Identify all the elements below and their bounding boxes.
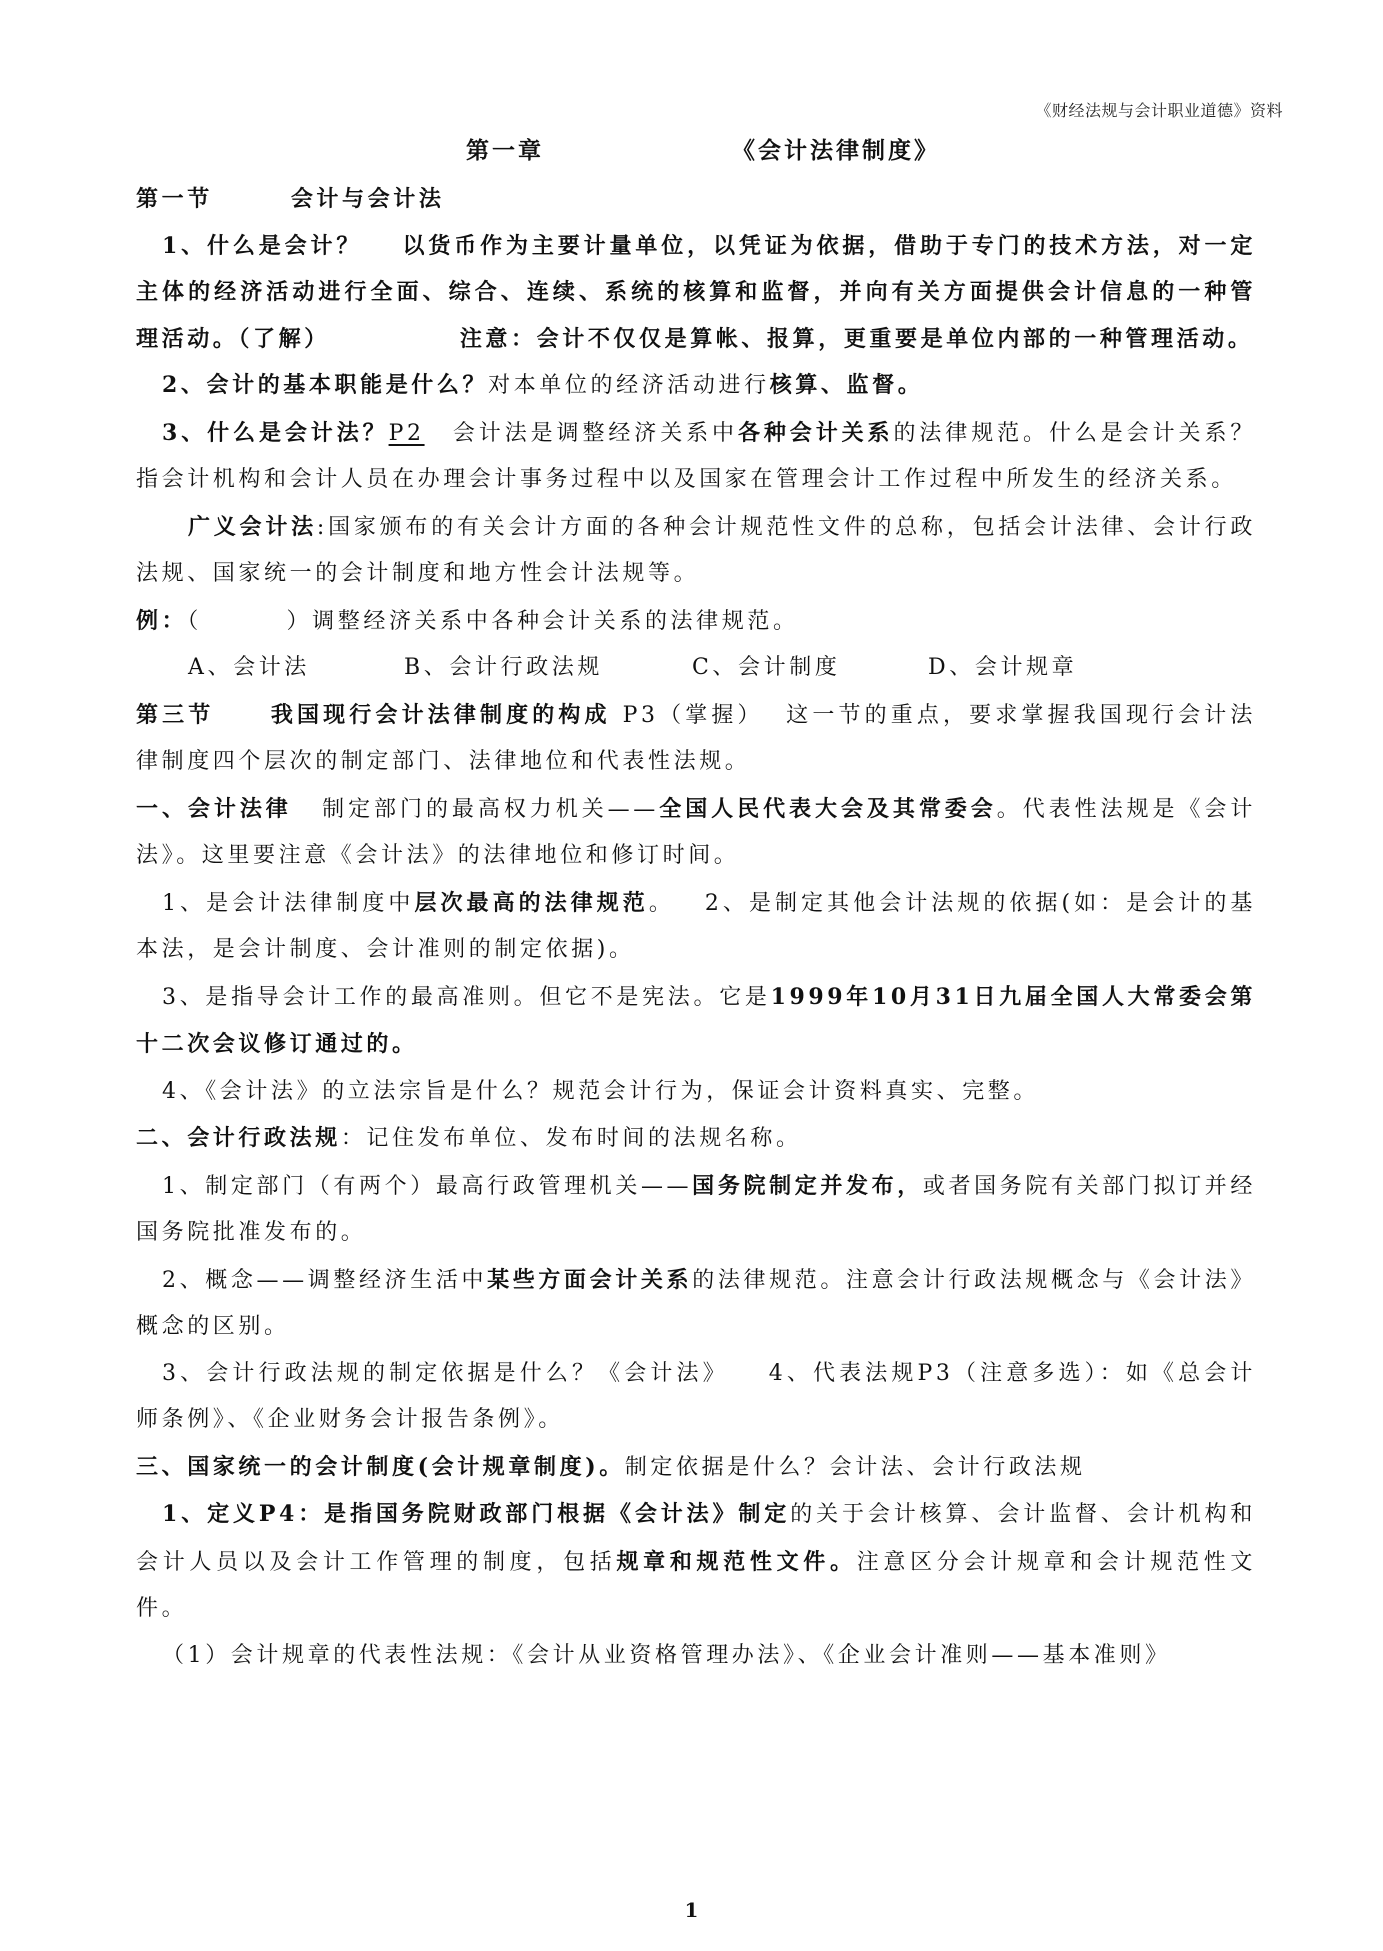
admin-point-1-rest: 或者国务院有关部门拟订并经国务院批准发布的。: [136, 1173, 1256, 1245]
broad-law-definition: :国家颁布的有关会计方面的各种会计规范性文件的总称，包括会计法律、会计行政法规、国家统一的会计制度和地方性会计法规等。: [136, 514, 1256, 586]
paragraph-law-point-3: [136, 974, 1256, 1069]
header-note: 《财经法规与会计职业道德》资料: [1035, 101, 1283, 120]
q2-answer: 对本单位的经济活动进行: [488, 373, 770, 398]
admin-point-2: 2、概念——调整经济生活中: [162, 1267, 488, 1293]
system-point-1-bold-2: 规章和规范性文件。: [616, 1548, 857, 1575]
example-question: （ ）调整经济关系中各种会计关系的法律规范。: [187, 608, 799, 634]
section-heading-1: [136, 176, 1256, 223]
q3-question: 3、什么是会计法？: [162, 419, 389, 446]
paragraph-admin-regulations: [136, 1115, 1256, 1163]
paragraph-q2: [136, 362, 1256, 410]
paragraph-accounting-law: [136, 786, 1256, 880]
example-options: [136, 645, 1256, 692]
option-b: B、会计行政法规: [404, 655, 603, 680]
admin-point-3: 3、会计行政法规的制定依据是什么？《会计法》: [162, 1360, 729, 1386]
document-body: [136, 176, 1256, 1679]
paragraph-admin-point-2: [136, 1257, 1256, 1351]
paragraph-admin-point-1: [136, 1163, 1256, 1257]
section-page-ref: P3（掌握）: [622, 702, 764, 728]
section-heading-3: [136, 692, 1256, 786]
level1-text-rest: 。代表性法规是《会计法》。这里要注意《会计法》的法律地位和修订时间。: [136, 796, 1256, 868]
q3-answer: 会计法是调整经济关系中: [452, 420, 738, 446]
law-point-1-end: 。: [648, 890, 675, 916]
system-point-1-bold: 1、定义P4：是指国务院财政部门根据《会计法》制定: [162, 1501, 791, 1527]
system-point-1-1: （1）会计规章的代表性法规：《会计从业资格管理办法》、《企业会计准则——基本准则》: [162, 1642, 1171, 1668]
q3-page-ref: P2: [388, 420, 425, 446]
level2-text: ：记住发布单位、发布时间的法规名称。: [340, 1126, 802, 1151]
option-c: C、会计制度: [692, 655, 841, 680]
system-point-1: 的关于会计核算、会计监督、会计机构和会计人员以及会计工作管理的制度，包括: [136, 1502, 1256, 1575]
level1-heading: 一、会计法律: [136, 795, 292, 822]
law-point-4: 4、《会计法》的立法宗旨是什么？规范会计行为，保证会计资料真实、完整。: [162, 1078, 1039, 1104]
level2-heading: 二、会计行政法规: [136, 1125, 341, 1151]
paragraph-law-point-4: [136, 1069, 1256, 1116]
q3-answer-bold: 各种会计关系: [737, 419, 894, 446]
admin-point-1: 1、制定部门（有两个）最高行政管理机关——: [162, 1173, 693, 1199]
admin-point-2-rest: 的法律规范。注意会计行政法规概念与《会计法》概念的区别。: [136, 1267, 1256, 1339]
system-point-1-rest: 注意区分会计规章和会计规范性文件。: [136, 1549, 1256, 1621]
option-a: A、会计法: [188, 655, 310, 680]
paragraph-broad-law: [136, 504, 1256, 598]
paragraph-system-point-1: [136, 1491, 1256, 1633]
paragraph-system-point-1-1: [136, 1633, 1256, 1680]
broad-law-term: 广义会计法: [188, 513, 317, 540]
q1-answer: 以货币作为主要计量单位，以凭证为依据，借助于专门的技术方法，对一定主体的经济活动进行全面、综合、连续、系统的核算和监督，并向有关方面提供会计信息的一种管理活动。（了解）: [136, 232, 1257, 352]
q1-question: 1、什么是会计？: [162, 232, 363, 259]
chapter-name: 《会计法律制度》: [732, 137, 940, 164]
paragraph-law-point-1: [136, 880, 1256, 974]
level3-heading: 三、国家统一的会计制度(会计规章制度)。: [136, 1453, 625, 1480]
admin-point-1-bold: 国务院制定并发布，: [692, 1172, 923, 1199]
chapter-number: 第一章: [466, 137, 544, 164]
section-summary: 这一节的重点，要求掌握我国现行会计法律制度四个层次的制定部门、法律地位和代表性法规。: [136, 702, 1256, 774]
example-label: 例：: [136, 607, 188, 634]
q2-answer-bold: 核算、监督。: [769, 372, 924, 398]
level1-text-bold: 全国人民代表大会及其常委会: [658, 795, 997, 822]
level3-text: 制定依据是什么？会计法、会计行政法规: [624, 1454, 1086, 1480]
law-point-1-bold: 层次最高的法律规范: [414, 889, 649, 916]
paragraph-q1: [136, 223, 1256, 363]
law-point-3-bold: 1999年10月31日九届全国人大常委会第十二次会议修订通过的。: [136, 983, 1256, 1057]
q1-note: 注意：会计不仅仅是算帐、报算，更重要是单位内部的一种管理活动。: [459, 325, 1254, 352]
paragraph-example: [136, 598, 1256, 646]
paragraph-admin-point-3: [136, 1351, 1256, 1444]
admin-point-2-bold: 某些方面会计关系: [487, 1266, 693, 1293]
law-point-3: 3、是指导会计工作的最高准则。但它不是宪法。它是: [162, 984, 771, 1010]
q3-answer-rest: 的法律规范。什么是会计关系？指会计机构和会计人员在办理会计事务过程中以及国家在管理会计工作过程中所发生的经济关系。: [136, 420, 1256, 492]
admin-point-4: 4、代表法规P3（注意多选）：如《总会计师条例》、《企业财务会计报告条例》。: [136, 1360, 1256, 1432]
page-number: 1: [684, 1898, 699, 1922]
section-title: 会计与会计法: [290, 186, 445, 212]
paragraph-q3: [136, 410, 1256, 504]
law-point-2: 2、是制定其他会计法规的依据(如：是会计的基本法，是会计制度、会计准则的制定依据)。: [136, 890, 1256, 962]
section-label: 第三节: [136, 701, 215, 728]
paragraph-unified-system: [136, 1444, 1256, 1492]
section-title: 我国现行会计法律制度的构成: [270, 701, 611, 728]
level1-text: 制定部门的最高权力机关——: [321, 796, 659, 822]
law-point-1: 1、是会计法律制度中: [162, 890, 415, 916]
section-label: 第一节: [136, 186, 213, 212]
q2-question: 2、会计的基本职能是什么？: [162, 372, 489, 398]
option-d: D、会计规章: [928, 655, 1078, 680]
